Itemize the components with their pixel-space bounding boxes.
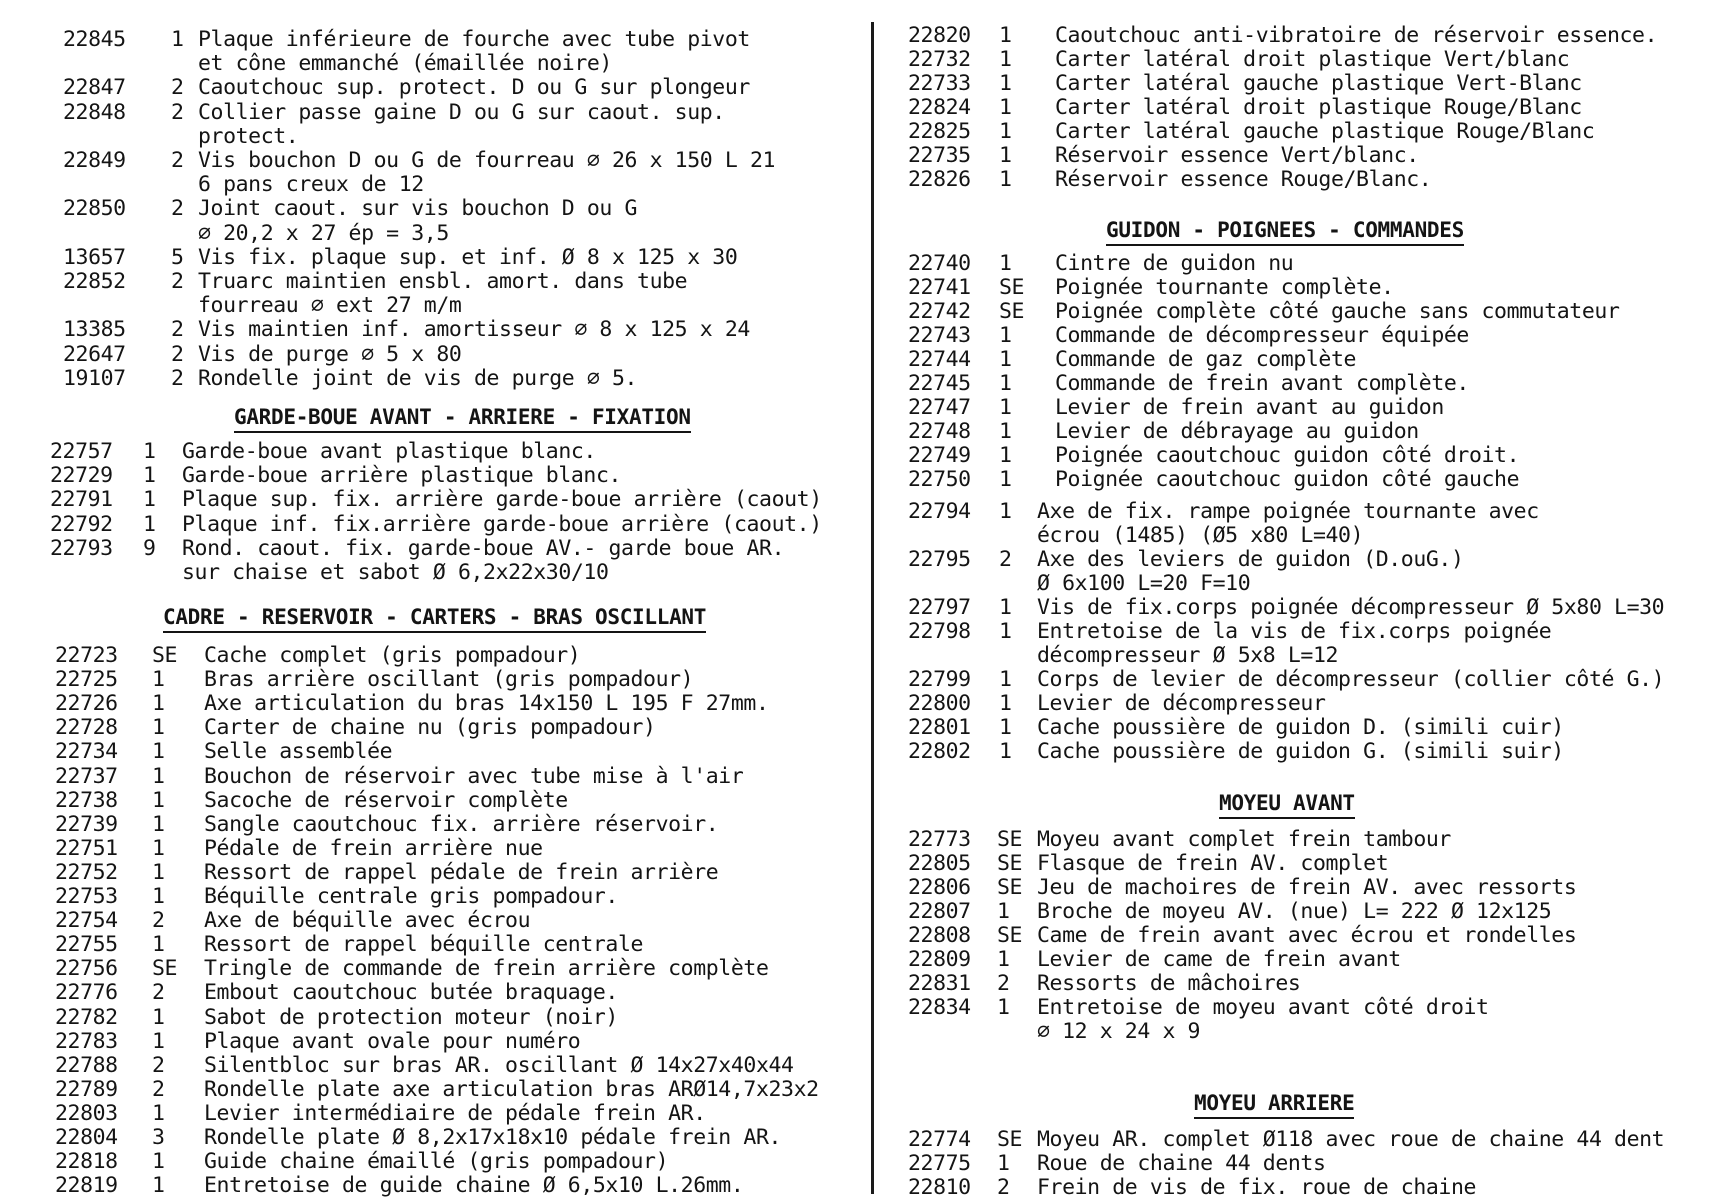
part-reference: 22802 — [908, 739, 971, 764]
part-description: Carter latéral droit plastique Vert/blanc — [1055, 47, 1570, 72]
part-quantity: 1 — [999, 667, 1012, 692]
part-description: Levier de frein avant au guidon — [1055, 395, 1444, 420]
part-reference: 22749 — [908, 443, 971, 468]
part-quantity: 1 — [997, 1151, 1010, 1176]
part-description: Selle assemblée — [204, 739, 393, 765]
part-description: Carter latéral droit plastique Rouge/Blanc — [1055, 95, 1582, 120]
part-quantity: 9 — [143, 535, 156, 561]
part-reference: 22725 — [55, 667, 118, 693]
part-quantity: 1 — [999, 371, 1012, 396]
part-description: Frein de vis de fix. roue de chaine — [1037, 1175, 1477, 1200]
part-description: Entretoise de la vis de fix.corps poignée — [1037, 619, 1552, 644]
part-description: Rondelle plate Ø 8,2x17x18x10 pédale frein AR. — [204, 1125, 782, 1150]
part-description: écrou (1485) (Ø5 x80 L=40) — [1037, 523, 1364, 548]
part-reference: 22753 — [55, 884, 118, 909]
part-quantity: 1 — [143, 511, 156, 537]
part-reference: 22805 — [908, 851, 971, 876]
part-description: ∅ 12 x 24 x 9 — [1037, 1019, 1201, 1044]
part-quantity: 1 — [999, 251, 1012, 276]
part-description: Carter latéral gauche plastique Vert-Blanc — [1055, 71, 1582, 96]
part-description: sur chaise et sabot Ø 6,2x22x30/10 — [182, 559, 609, 585]
part-reference: 22824 — [908, 95, 971, 120]
part-quantity: 1 — [152, 787, 165, 813]
part-description: Moyeu avant complet frein tambour — [1037, 827, 1451, 852]
part-quantity: 1 — [152, 859, 165, 885]
part-reference: 22743 — [908, 323, 971, 348]
part-description: Caoutchouc anti-vibratoire de réservoir essence. — [1055, 23, 1658, 48]
part-reference: 22826 — [908, 167, 971, 192]
part-quantity: SE — [997, 827, 1023, 852]
part-quantity: 1 — [152, 932, 165, 958]
part-description: Axe des leviers de guidon (D.ouG.) — [1037, 547, 1464, 572]
part-reference: 22745 — [908, 371, 971, 396]
part-description: Collier passe gaine D ou G sur caout. sup. — [198, 99, 725, 125]
part-description: Poignée tournante complète. — [1055, 275, 1394, 300]
part-quantity: SE — [997, 923, 1023, 948]
part-description: Broche de moyeu AV. (nue) L= 222 Ø 12x125 — [1037, 899, 1552, 924]
part-quantity: 1 — [997, 899, 1010, 924]
part-description: Levier de débrayage au guidon — [1055, 419, 1419, 444]
part-reference: 22810 — [908, 1175, 971, 1200]
part-quantity: 1 — [999, 47, 1012, 72]
part-reference: 22783 — [55, 1028, 118, 1054]
part-reference: 22825 — [908, 119, 971, 144]
part-quantity: 3 — [152, 1125, 165, 1150]
part-reference: 22791 — [50, 487, 113, 513]
part-reference: 22738 — [55, 787, 118, 813]
heading-handlebar: GUIDON - POIGNEES - COMMANDES — [1106, 217, 1464, 246]
part-reference: 22728 — [55, 715, 118, 741]
part-reference: 22733 — [908, 71, 971, 96]
part-quantity: 1 — [999, 95, 1012, 120]
part-quantity: 1 — [152, 1149, 165, 1175]
part-reference: 22806 — [908, 875, 971, 900]
part-quantity: 1 — [999, 119, 1012, 144]
part-reference: 22726 — [55, 691, 118, 717]
heading-frame: CADRE - RESERVOIR - CARTERS - BRAS OSCILLANT — [163, 604, 706, 633]
part-quantity: 2 — [171, 341, 184, 367]
part-reference: 22820 — [908, 23, 971, 48]
part-reference: 22647 — [63, 341, 126, 367]
part-quantity: 1 — [152, 811, 165, 837]
part-reference: 22741 — [908, 275, 971, 300]
part-description: Came de frein avant avec écrou et rondelles — [1037, 923, 1577, 948]
part-quantity: 2 — [999, 547, 1012, 572]
part-quantity: 1 — [152, 691, 165, 717]
part-description: Truarc maintien ensbl. amort. dans tube — [198, 269, 688, 294]
part-quantity: 1 — [152, 667, 165, 693]
part-reference: 22804 — [55, 1125, 118, 1150]
part-description: Levier de came de frein avant — [1037, 947, 1401, 972]
part-reference: 22801 — [908, 715, 971, 740]
part-description: Rondelle joint de vis de purge ∅ 5. — [198, 365, 638, 391]
part-description: Vis de fix.corps poignée décompresseur Ø 5x80 L=30 — [1037, 595, 1665, 620]
part-quantity: 1 — [152, 835, 165, 861]
part-quantity: 2 — [171, 365, 184, 391]
part-description: Vis de purge ∅ 5 x 80 — [198, 341, 462, 367]
part-reference: 22782 — [55, 1004, 118, 1030]
part-description: Carter de chaine nu (gris pompadour) — [204, 715, 656, 741]
part-reference: 22744 — [908, 347, 971, 372]
part-description: Ressort de rappel pédale de frein arrière — [204, 859, 719, 885]
part-quantity: 1 — [152, 1028, 165, 1054]
part-reference: 22845 — [63, 27, 126, 52]
part-quantity: SE — [152, 956, 178, 982]
part-quantity: 1 — [999, 71, 1012, 96]
part-quantity: 1 — [999, 691, 1012, 716]
part-description: Axe de fix. rampe poignée tournante avec — [1037, 499, 1539, 524]
part-reference: 22773 — [908, 827, 971, 852]
part-description: Entretoise de guide chaine Ø 6,5x10 L.26mm. — [204, 1173, 744, 1199]
part-description: Plaque sup. fix. arrière garde-boue arrière (caout) — [182, 487, 822, 513]
part-reference: 22788 — [55, 1052, 118, 1078]
part-quantity: 1 — [152, 1004, 165, 1030]
part-description: Rondelle plate axe articulation bras ARØ14,7x23x2 — [204, 1076, 819, 1102]
part-quantity: 2 — [152, 1052, 165, 1078]
heading-mudguard: GARDE-BOUE AVANT - ARRIERE - FIXATION — [234, 404, 691, 433]
part-quantity: 2 — [171, 196, 184, 222]
part-description: Guide chaine émaillé (gris pompadour) — [204, 1149, 669, 1175]
part-description: Carter latéral gauche plastique Rouge/Blanc — [1055, 119, 1595, 144]
part-description: Bras arrière oscillant (gris pompadour) — [204, 667, 694, 693]
part-quantity: 1 — [999, 23, 1012, 48]
part-quantity: 2 — [152, 980, 165, 1006]
part-quantity: 1 — [152, 1100, 165, 1126]
part-quantity: 1 — [999, 167, 1012, 192]
part-reference: 22798 — [908, 619, 971, 644]
part-quantity: 2 — [171, 317, 184, 343]
part-description: Réservoir essence Rouge/Blanc. — [1055, 167, 1432, 192]
part-reference: 22792 — [50, 511, 113, 537]
part-reference: 22750 — [908, 467, 971, 492]
part-description: Plaque inférieure de fourche avec tube pivot — [198, 27, 750, 52]
part-description: Corps de levier de décompresseur (collier côté G.) — [1037, 667, 1665, 692]
part-description: Garde-boue avant plastique blanc. — [182, 439, 596, 464]
part-description: Axe de béquille avec écrou — [204, 908, 531, 934]
part-reference: 22850 — [63, 196, 126, 222]
part-reference: 22803 — [55, 1100, 118, 1126]
part-reference: 22797 — [908, 595, 971, 620]
part-reference: 22723 — [55, 643, 118, 668]
part-quantity: 1 — [143, 439, 156, 464]
part-description: Pédale de frein arrière nue — [204, 835, 543, 861]
part-description: Entretoise de moyeu avant côté droit — [1037, 995, 1489, 1020]
part-reference: 22734 — [55, 739, 118, 765]
part-description: Axe articulation du bras 14x150 L 195 F 27mm. — [204, 691, 769, 717]
part-reference: 22809 — [908, 947, 971, 972]
part-quantity: 1 — [999, 595, 1012, 620]
part-description: Poignée caoutchouc guidon côté droit. — [1055, 443, 1520, 468]
part-quantity: 1 — [999, 739, 1012, 764]
part-description: ∅ 20,2 x 27 ép = 3,5 — [198, 220, 449, 246]
part-reference: 22831 — [908, 971, 971, 996]
part-quantity: 1 — [999, 419, 1012, 444]
heading-front-hub: MOYEU AVANT — [1219, 790, 1355, 819]
part-description: Levier de décompresseur — [1037, 691, 1326, 716]
part-description: Jeu de machoires de frein AV. avec ressorts — [1037, 875, 1577, 900]
part-description: Silentbloc sur bras AR. oscillant Ø 14x27x40x44 — [204, 1052, 794, 1078]
part-description: Roue de chaine 44 dents — [1037, 1151, 1326, 1176]
part-description: Tringle de commande de frein arrière complète — [204, 956, 769, 982]
part-quantity: 1 — [997, 947, 1010, 972]
part-reference: 22793 — [50, 535, 113, 561]
part-quantity: 1 — [999, 347, 1012, 372]
part-reference: 22794 — [908, 499, 971, 524]
part-reference: 22740 — [908, 251, 971, 276]
part-description: Commande de frein avant complète. — [1055, 371, 1469, 396]
part-quantity: 1 — [999, 443, 1012, 468]
part-quantity: SE — [152, 643, 178, 668]
part-description: Joint caout. sur vis bouchon D ou G — [198, 196, 638, 222]
part-description: Vis maintien inf. amortisseur ∅ 8 x 125 x 24 — [198, 317, 750, 343]
part-reference: 13657 — [63, 244, 126, 270]
part-quantity: 1 — [143, 487, 156, 513]
part-description: décompresseur Ø 5x8 L=12 — [1037, 643, 1339, 668]
part-reference: 22776 — [55, 980, 118, 1006]
part-description: Sabot de protection moteur (noir) — [204, 1004, 618, 1030]
part-quantity: 2 — [152, 1076, 165, 1102]
part-quantity: SE — [997, 851, 1023, 876]
part-reference: 22729 — [50, 463, 113, 489]
part-description: Béquille centrale gris pompadour. — [204, 884, 618, 909]
part-reference: 22774 — [908, 1127, 971, 1152]
part-reference: 22808 — [908, 923, 971, 948]
part-reference: 22755 — [55, 932, 118, 958]
part-description: fourreau ∅ ext 27 m/m — [198, 293, 462, 319]
part-description: Plaque inf. fix.arrière garde-boue arrière (caout.) — [182, 511, 822, 537]
part-description: Plaque avant ovale pour numéro — [204, 1028, 581, 1054]
part-description: 6 pans creux de 12 — [198, 172, 424, 198]
part-reference: 22795 — [908, 547, 971, 572]
part-quantity: 2 — [997, 971, 1010, 996]
part-reference: 22849 — [63, 148, 126, 173]
part-quantity: 2 — [997, 1175, 1010, 1200]
part-description: Flasque de frein AV. complet — [1037, 851, 1389, 876]
part-description: Cintre de guidon nu — [1055, 251, 1294, 276]
part-description: Poignée complète côté gauche sans commutateur — [1055, 299, 1620, 324]
part-reference: 22819 — [55, 1173, 118, 1199]
part-description: Vis bouchon D ou G de fourreau ∅ 26 x 150 L 21 — [198, 148, 776, 173]
part-reference: 22737 — [55, 763, 118, 789]
part-description: Cache poussière de guidon D. (simili cuir) — [1037, 715, 1564, 740]
part-reference: 22800 — [908, 691, 971, 716]
part-description: protect. — [198, 123, 299, 149]
part-reference: 22752 — [55, 859, 118, 885]
part-description: Ø 6x100 L=20 F=10 — [1037, 571, 1251, 596]
part-reference: 22742 — [908, 299, 971, 324]
part-description: Rond. caout. fix. garde-boue AV.- garde boue AR. — [182, 535, 785, 561]
part-reference: 22757 — [50, 439, 113, 464]
part-description: Commande de gaz complète — [1055, 347, 1357, 372]
part-quantity: 2 — [171, 75, 184, 101]
part-reference: 22747 — [908, 395, 971, 420]
part-reference: 22847 — [63, 75, 126, 101]
part-quantity: 1 — [152, 884, 165, 909]
part-quantity: 2 — [171, 99, 184, 125]
part-quantity: 1 — [999, 499, 1012, 524]
part-reference: 22775 — [908, 1151, 971, 1176]
part-reference: 22848 — [63, 99, 126, 125]
part-reference: 22834 — [908, 995, 971, 1020]
part-description: Levier intermédiaire de pédale frein AR. — [204, 1100, 706, 1126]
part-description: Sangle caoutchouc fix. arrière réservoir. — [204, 811, 719, 837]
part-quantity: 1 — [152, 715, 165, 741]
part-description: Réservoir essence Vert/blanc. — [1055, 143, 1419, 168]
heading-rear-hub: MOYEU ARRIERE — [1194, 1090, 1354, 1119]
part-reference: 22818 — [55, 1149, 118, 1175]
part-quantity: SE — [999, 299, 1025, 324]
part-quantity: 1 — [999, 619, 1012, 644]
part-quantity: 1 — [999, 323, 1012, 348]
part-reference: 22756 — [55, 956, 118, 982]
part-reference: 22754 — [55, 908, 118, 934]
part-quantity: 5 — [171, 244, 184, 270]
part-reference: 22799 — [908, 667, 971, 692]
part-reference: 19107 — [63, 365, 126, 391]
part-description: Commande de décompresseur équipée — [1055, 323, 1469, 348]
part-description: Poignée caoutchouc guidon côté gauche — [1055, 467, 1520, 492]
part-quantity: 1 — [999, 395, 1012, 420]
part-description: Bouchon de réservoir avec tube mise à l'air — [204, 763, 744, 789]
part-quantity: 1 — [152, 1173, 165, 1199]
part-description: Cache poussière de guidon G. (simili suir) — [1037, 739, 1564, 764]
part-description: Ressorts de mâchoires — [1037, 971, 1301, 996]
part-quantity: 1 — [997, 995, 1010, 1020]
part-quantity: 1 — [171, 27, 184, 52]
part-reference: 22748 — [908, 419, 971, 444]
part-quantity: 1 — [152, 763, 165, 789]
part-description: et cône emmanché (émaillée noire) — [198, 51, 612, 77]
part-description: Embout caoutchouc butée braquage. — [204, 980, 618, 1006]
part-reference: 22852 — [63, 269, 126, 294]
part-description: Ressort de rappel béquille centrale — [204, 932, 644, 958]
part-quantity: 2 — [171, 269, 184, 294]
part-reference: 22739 — [55, 811, 118, 837]
part-quantity: SE — [997, 1127, 1023, 1152]
part-reference: 22735 — [908, 143, 971, 168]
part-quantity: 2 — [171, 148, 184, 173]
part-description: Caoutchouc sup. protect. D ou G sur plongeur — [198, 75, 750, 101]
part-quantity: 2 — [152, 908, 165, 934]
part-description: Cache complet (gris pompadour) — [204, 643, 581, 668]
part-reference: 22732 — [908, 47, 971, 72]
part-description: Garde-boue arrière plastique blanc. — [182, 463, 622, 489]
part-quantity: 1 — [999, 143, 1012, 168]
part-quantity: 1 — [152, 739, 165, 765]
part-description: Vis fix. plaque sup. et inf. Ø 8 x 125 x 30 — [198, 244, 738, 270]
part-reference: 22789 — [55, 1076, 118, 1102]
part-description: Moyeu AR. complet Ø118 avec roue de chaine 44 dent — [1037, 1127, 1665, 1152]
part-quantity: SE — [997, 875, 1023, 900]
part-description: Sacoche de réservoir complète — [204, 787, 568, 813]
part-quantity: 1 — [143, 463, 156, 489]
column-divider — [871, 22, 874, 1194]
part-quantity: 1 — [999, 715, 1012, 740]
part-reference: 22807 — [908, 899, 971, 924]
part-quantity: 1 — [999, 467, 1012, 492]
part-reference: 13385 — [63, 317, 126, 343]
part-quantity: SE — [999, 275, 1025, 300]
part-reference: 22751 — [55, 835, 118, 861]
